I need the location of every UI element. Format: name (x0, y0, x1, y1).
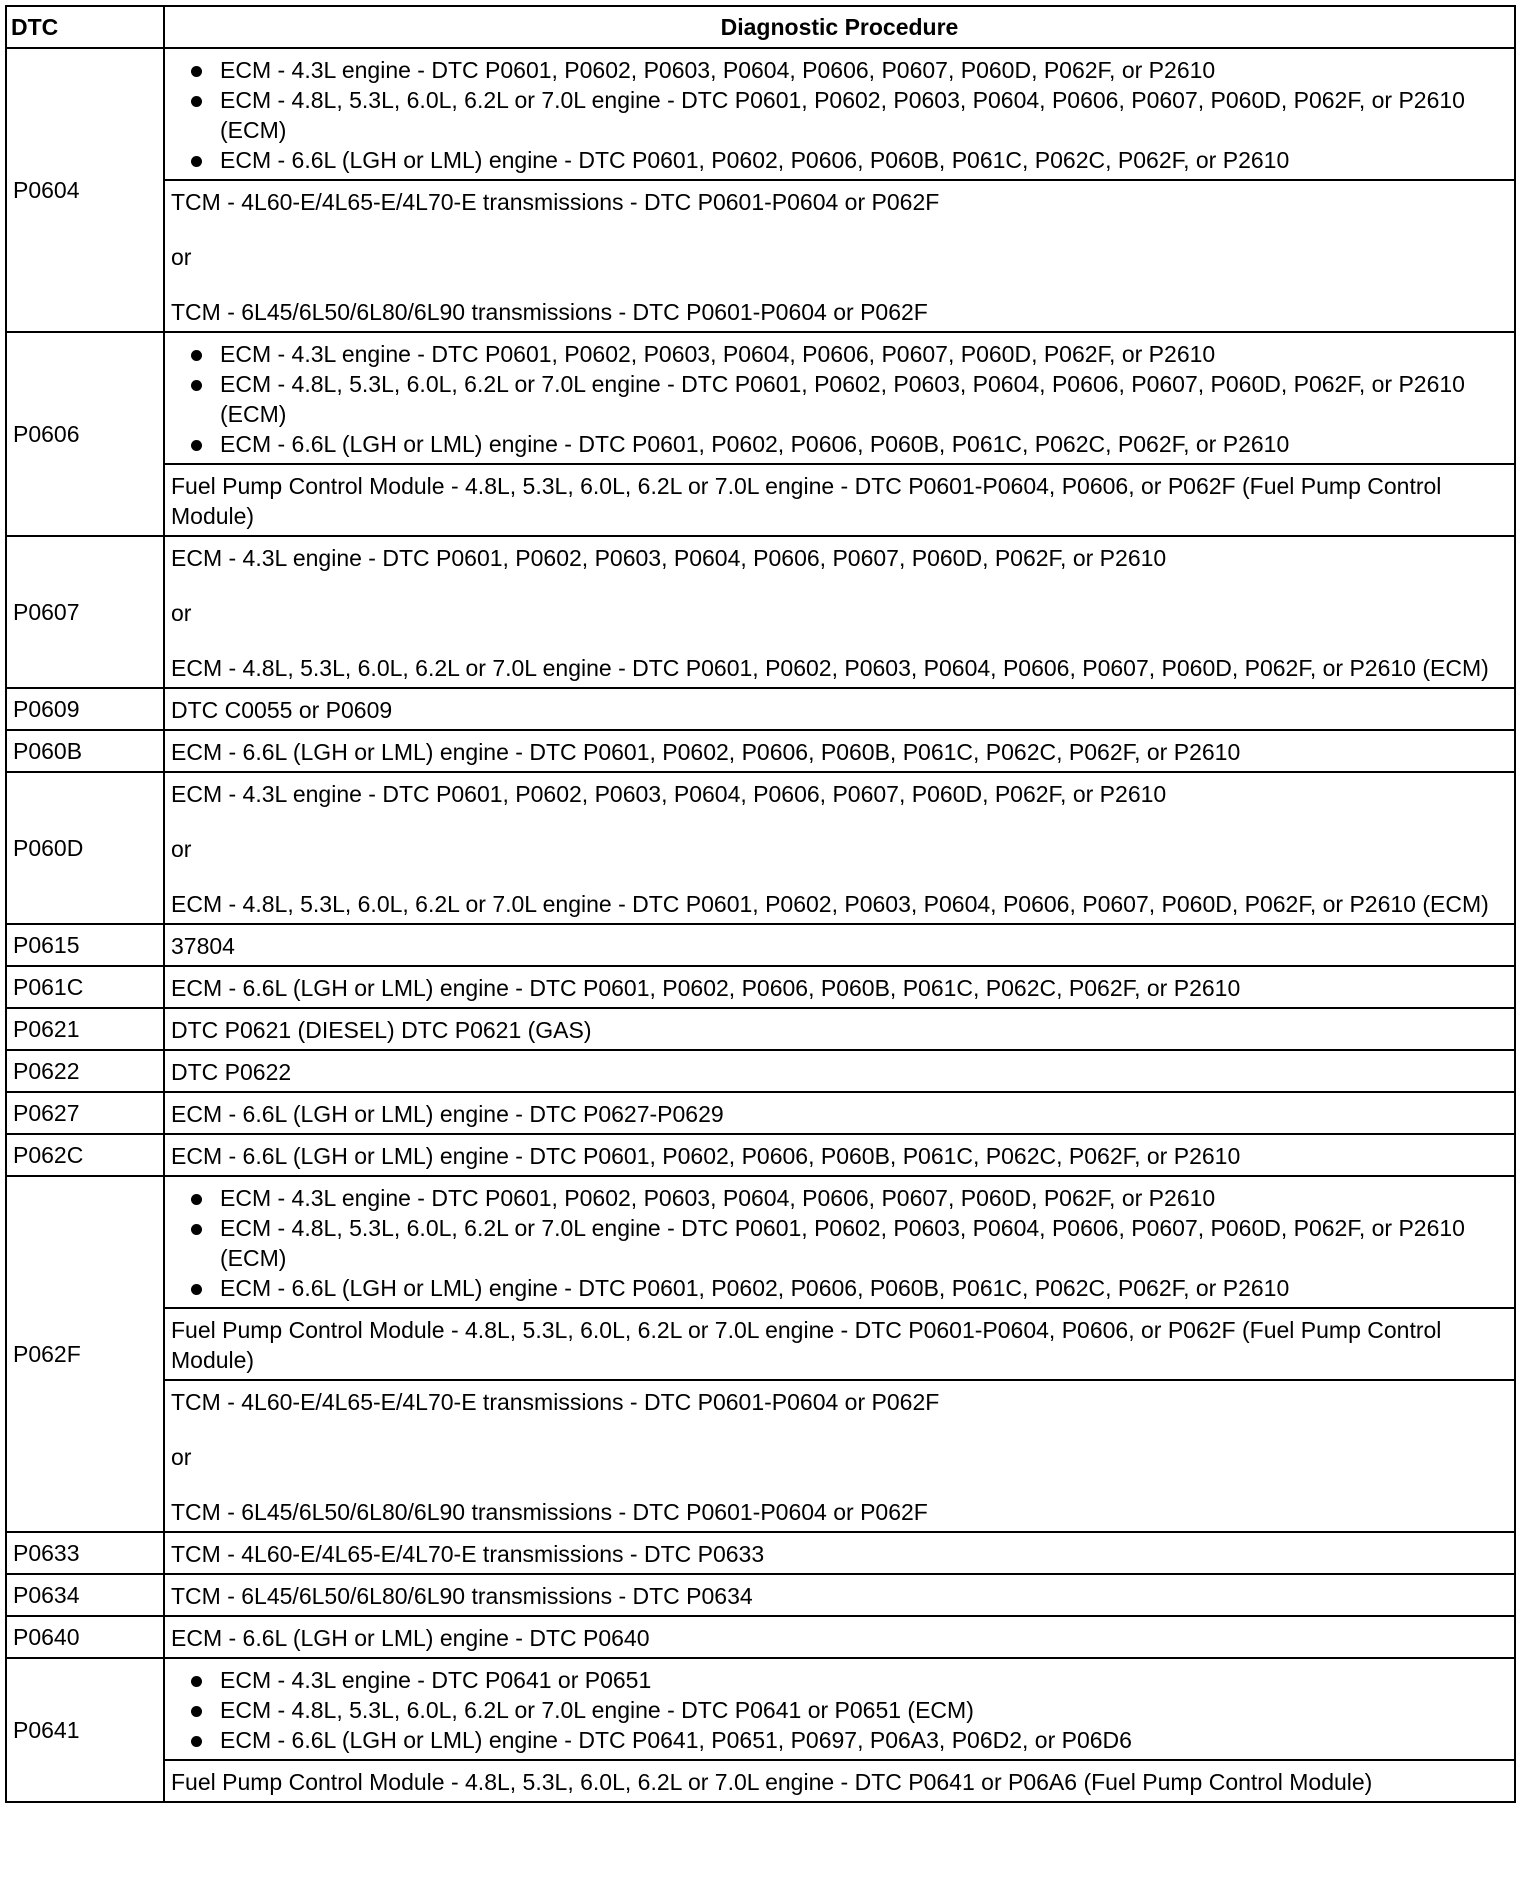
procedure-text: ECM - 6.6L (LGH or LML) engine - DTC P0601, P0602, P0606, P060B, P061C, P062C, P062F, or P2610 (171, 1143, 1241, 1169)
procedure-bullet-item: ECM - 6.6L (LGH or LML) engine - DTC P0601, P0602, P0606, P060B, P061C, P062C, P062F, or P2610 (171, 429, 1506, 459)
procedure-bullet-list (171, 339, 1506, 459)
table-row (6, 536, 1515, 688)
table-row (6, 966, 1515, 1008)
procedure-text: TCM - 4L60-E/4L65-E/4L70-E transmissions - DTC P0633 (171, 1541, 765, 1567)
dtc-table (5, 5, 1516, 1803)
procedure-bullet-item: ECM - 4.3L engine - DTC P0641 or P0651 (171, 1665, 1506, 1695)
paragraph-spacer (171, 1472, 1506, 1497)
dtc-code-cell: P0641 (6, 1658, 164, 1802)
table-row (6, 1574, 1515, 1616)
table-header-row (6, 6, 1515, 48)
procedure-cell (164, 1008, 1515, 1050)
procedure-text: TCM - 4L60-E/4L65-E/4L70-E transmissions - DTC P0601-P0604 or P062F (171, 189, 940, 215)
table-row (6, 1050, 1515, 1092)
procedure-text: or (171, 600, 192, 626)
procedure-bullet-item: ECM - 4.8L, 5.3L, 6.0L, 6.2L or 7.0L engine - DTC P0601, P0602, P0603, P0604, P0606, P0607, P060D, P062F, or P2610 (ECM) (171, 1213, 1506, 1273)
procedure-bullet-item: ECM - 4.3L engine - DTC P0601, P0602, P0603, P0604, P0606, P0607, P060D, P062F, or P2610 (171, 1183, 1506, 1213)
procedure-cell (164, 1574, 1515, 1616)
table-row (6, 1616, 1515, 1658)
procedure-cell (164, 1658, 1515, 1760)
dtc-code-cell: P0621 (6, 1008, 164, 1050)
paragraph-spacer (171, 272, 1506, 297)
procedure-text: TCM - 4L60-E/4L65-E/4L70-E transmissions - DTC P0601-P0604 or P062F (171, 1389, 940, 1415)
dtc-code-cell: P060D (6, 772, 164, 924)
procedure-cell (164, 1092, 1515, 1134)
procedure-bullet-item: ECM - 4.8L, 5.3L, 6.0L, 6.2L or 7.0L engine - DTC P0641 or P0651 (ECM) (171, 1695, 1506, 1725)
procedure-text: ECM - 6.6L (LGH or LML) engine - DTC P0601, P0602, P0606, P060B, P061C, P062C, P062F, or P2610 (171, 739, 1241, 765)
table-row (6, 48, 1515, 180)
table-row (6, 1308, 1515, 1380)
procedure-text: Fuel Pump Control Module - 4.8L, 5.3L, 6.0L, 6.2L or 7.0L engine - DTC P0601-P0604, P0606, or P062F (Fuel Pump Control Module) (171, 1317, 1442, 1373)
dtc-code-cell: P0622 (6, 1050, 164, 1092)
procedure-text: TCM - 6L45/6L50/6L80/6L90 transmissions - DTC P0634 (171, 1583, 753, 1609)
procedure-cell (164, 1532, 1515, 1574)
paragraph-spacer (171, 1417, 1506, 1442)
table-row (6, 1176, 1515, 1308)
procedure-cell (164, 730, 1515, 772)
procedure-cell (164, 1760, 1515, 1802)
procedure-bullet-item: ECM - 4.8L, 5.3L, 6.0L, 6.2L or 7.0L engine - DTC P0601, P0602, P0603, P0604, P0606, P0607, P060D, P062F, or P2610 (ECM) (171, 85, 1506, 145)
procedure-cell (164, 1308, 1515, 1380)
table-row (6, 1092, 1515, 1134)
dtc-code-cell: P061C (6, 966, 164, 1008)
procedure-cell (164, 966, 1515, 1008)
procedure-cell (164, 688, 1515, 730)
procedure-text: DTC P0622 (171, 1059, 292, 1085)
table-body (6, 48, 1515, 1802)
dtc-code-cell: P0607 (6, 536, 164, 688)
dtc-code-cell: P0633 (6, 1532, 164, 1574)
paragraph-spacer (171, 864, 1506, 889)
procedure-cell (164, 772, 1515, 924)
table-row (6, 1532, 1515, 1574)
table-row (6, 180, 1515, 332)
dtc-code-cell: P0640 (6, 1616, 164, 1658)
procedure-cell (164, 1176, 1515, 1308)
table-row (6, 1380, 1515, 1532)
procedure-text: or (171, 244, 192, 270)
paragraph-spacer (171, 628, 1506, 653)
procedure-bullet-item: ECM - 4.3L engine - DTC P0601, P0602, P0603, P0604, P0606, P0607, P060D, P062F, or P2610 (171, 339, 1506, 369)
paragraph-spacer (171, 217, 1506, 242)
procedure-text: ECM - 4.3L engine - DTC P0601, P0602, P0603, P0604, P0606, P0607, P060D, P062F, or P2610 (171, 545, 1167, 571)
table-row (6, 730, 1515, 772)
procedure-text: DTC P0621 (DIESEL) DTC P0621 (GAS) (171, 1017, 592, 1043)
procedure-cell (164, 464, 1515, 536)
procedure-text: 37804 (171, 933, 235, 959)
procedure-cell (164, 1380, 1515, 1532)
table-row (6, 1134, 1515, 1176)
dtc-code-cell: P060B (6, 730, 164, 772)
table-row (6, 1760, 1515, 1802)
dtc-code-cell: P0606 (6, 332, 164, 536)
dtc-code-cell: P0615 (6, 924, 164, 966)
procedure-bullet-item: ECM - 4.8L, 5.3L, 6.0L, 6.2L or 7.0L engine - DTC P0601, P0602, P0603, P0604, P0606, P0607, P060D, P062F, or P2610 (ECM) (171, 369, 1506, 429)
table-row (6, 464, 1515, 536)
procedure-text: ECM - 6.6L (LGH or LML) engine - DTC P0627-P0629 (171, 1101, 724, 1127)
procedure-cell (164, 536, 1515, 688)
paragraph-spacer (171, 809, 1506, 834)
procedure-text: ECM - 6.6L (LGH or LML) engine - DTC P0601, P0602, P0606, P060B, P061C, P062C, P062F, or P2610 (171, 975, 1241, 1001)
dtc-column-header: DTC (6, 6, 164, 48)
dtc-procedure-document (5, 5, 1516, 1803)
procedure-text: ECM - 4.8L, 5.3L, 6.0L, 6.2L or 7.0L engine - DTC P0601, P0602, P0603, P0604, P0606, P0607, P060D, P062F, or P2610 (ECM) (171, 655, 1489, 681)
procedure-text: or (171, 836, 192, 862)
procedure-text: DTC C0055 or P0609 (171, 697, 393, 723)
table-row (6, 924, 1515, 966)
procedure-text: TCM - 6L45/6L50/6L80/6L90 transmissions - DTC P0601-P0604 or P062F (171, 1499, 928, 1525)
dtc-code-cell: P0609 (6, 688, 164, 730)
procedure-bullet-list (171, 1665, 1506, 1755)
procedure-cell (164, 924, 1515, 966)
procedure-cell (164, 1134, 1515, 1176)
procedure-bullet-item: ECM - 6.6L (LGH or LML) engine - DTC P0641, P0651, P0697, P06A3, P06D2, or P06D6 (171, 1725, 1506, 1755)
procedure-cell (164, 48, 1515, 180)
dtc-code-cell: P0604 (6, 48, 164, 332)
procedure-bullet-item: ECM - 6.6L (LGH or LML) engine - DTC P0601, P0602, P0606, P060B, P061C, P062C, P062F, or P2610 (171, 1273, 1506, 1303)
table-row (6, 1658, 1515, 1760)
procedure-text: Fuel Pump Control Module - 4.8L, 5.3L, 6.0L, 6.2L or 7.0L engine - DTC P0601-P0604, P0606, or P062F (Fuel Pump Control Module) (171, 473, 1442, 529)
procedure-text: ECM - 4.3L engine - DTC P0601, P0602, P0603, P0604, P0606, P0607, P060D, P062F, or P2610 (171, 781, 1167, 807)
table-row (6, 332, 1515, 464)
procedure-bullet-list (171, 55, 1506, 175)
dtc-code-cell: P0634 (6, 1574, 164, 1616)
procedure-text: ECM - 6.6L (LGH or LML) engine - DTC P0640 (171, 1625, 650, 1651)
procedure-text: TCM - 6L45/6L50/6L80/6L90 transmissions - DTC P0601-P0604 or P062F (171, 299, 928, 325)
table-row (6, 1008, 1515, 1050)
procedure-cell (164, 180, 1515, 332)
procedure-bullet-list (171, 1183, 1506, 1303)
table-row (6, 688, 1515, 730)
dtc-code-cell: P0627 (6, 1092, 164, 1134)
procedure-cell (164, 1616, 1515, 1658)
table-row (6, 772, 1515, 924)
procedure-cell (164, 332, 1515, 464)
procedure-text: Fuel Pump Control Module - 4.8L, 5.3L, 6.0L, 6.2L or 7.0L engine - DTC P0641 or P06A6 (Fuel Pump Control Module) (171, 1769, 1373, 1795)
procedure-cell (164, 1050, 1515, 1092)
procedure-text: or (171, 1444, 192, 1470)
paragraph-spacer (171, 573, 1506, 598)
procedure-bullet-item: ECM - 4.3L engine - DTC P0601, P0602, P0603, P0604, P0606, P0607, P060D, P062F, or P2610 (171, 55, 1506, 85)
procedure-text: ECM - 4.8L, 5.3L, 6.0L, 6.2L or 7.0L engine - DTC P0601, P0602, P0603, P0604, P0606, P0607, P060D, P062F, or P2610 (ECM) (171, 891, 1489, 917)
procedure-column-header: Diagnostic Procedure (164, 6, 1515, 48)
procedure-bullet-item: ECM - 6.6L (LGH or LML) engine - DTC P0601, P0602, P0606, P060B, P061C, P062C, P062F, or P2610 (171, 145, 1506, 175)
dtc-code-cell: P062F (6, 1176, 164, 1532)
dtc-code-cell: P062C (6, 1134, 164, 1176)
